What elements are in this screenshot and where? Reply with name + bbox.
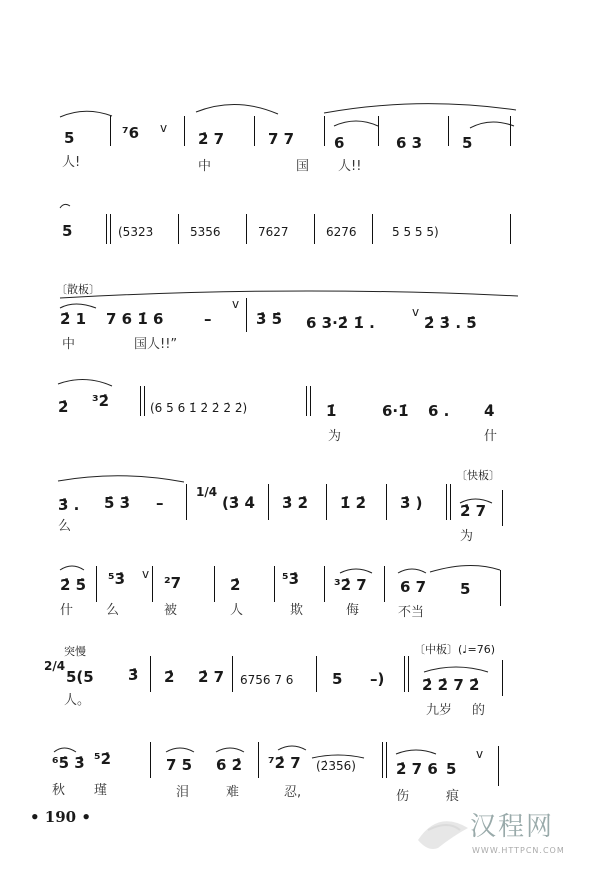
lyric: 人!!	[338, 159, 362, 174]
barline	[382, 742, 383, 778]
note: 5356	[190, 225, 221, 239]
note: 6 3·2̇ 1̇ .	[306, 314, 375, 332]
barline	[274, 566, 275, 602]
note: 3̇ )	[400, 494, 423, 512]
barline	[310, 386, 311, 416]
note: 7 6 1̇ 6	[106, 310, 164, 328]
note: 7 7	[268, 130, 295, 148]
barline	[106, 214, 107, 244]
tempo-marking: 突慢	[64, 645, 86, 658]
tempo-marking: 〔快板〕	[456, 469, 500, 482]
watermark-text: 汉程网	[470, 812, 555, 842]
time-signature: 2/4	[44, 659, 66, 673]
barline	[324, 566, 325, 602]
note: 2̇ 5̇	[60, 576, 87, 594]
lyric: 什	[484, 429, 498, 444]
note: –	[204, 310, 212, 328]
note: 3̇ 2̇	[282, 494, 309, 512]
lyric: 国人!!”	[134, 337, 178, 352]
note: ⁵2̇	[94, 750, 112, 768]
note: ³2̇ 7	[334, 576, 367, 594]
barline	[450, 484, 451, 520]
barline	[510, 116, 511, 146]
note: 5	[64, 129, 75, 147]
barline	[150, 656, 151, 692]
note: 6 3	[396, 134, 423, 152]
note: 1̇ 2̇	[340, 494, 367, 512]
lyric: 秋	[52, 783, 66, 798]
barline	[96, 566, 97, 602]
barline	[110, 214, 111, 244]
note: 5̇ 3̇	[104, 494, 131, 512]
lyric: 么	[58, 519, 72, 534]
lyric: 伤	[396, 789, 410, 804]
note: ⁷2̇ 7	[268, 754, 301, 772]
note: ²7	[164, 574, 182, 592]
note: 2̇	[230, 576, 241, 594]
breath-mark: v	[142, 567, 150, 581]
note: 6756 7 6	[240, 673, 294, 687]
lyric: 国	[296, 159, 310, 174]
note: 6 2̇	[216, 756, 243, 774]
lyric: 人。	[64, 693, 91, 708]
note: –	[156, 494, 164, 512]
barline	[110, 116, 111, 146]
note: 5	[460, 580, 471, 598]
note: 4̇	[484, 402, 495, 420]
barline	[306, 386, 307, 416]
breath-mark: v	[412, 305, 420, 319]
barline	[386, 484, 387, 520]
note: ⁶5̇ 3̇	[52, 754, 85, 772]
tempo-marking: 〔散板〕	[56, 283, 100, 296]
note: 6 .	[428, 402, 450, 420]
note: 5	[332, 670, 343, 688]
barline	[502, 490, 503, 526]
barline	[150, 742, 151, 778]
note: (6 5 6 1̇ 2̇ 2̇ 2̇ 2̇)	[150, 401, 248, 415]
barline	[326, 484, 327, 520]
barline	[448, 116, 449, 146]
note: (2̇356)	[316, 759, 356, 773]
note: ⁷6	[122, 124, 140, 142]
watermark-url: WWW.HTTPCN.COM	[472, 846, 565, 855]
lyric: 人	[230, 603, 244, 618]
barline	[268, 484, 269, 520]
note: 2̇ 7	[460, 502, 487, 520]
barline	[232, 656, 233, 692]
lyric: 什	[60, 603, 74, 618]
note: 2̇	[164, 668, 175, 686]
barline	[152, 566, 153, 602]
note: 3̇ 5̇	[256, 310, 283, 328]
barline	[324, 116, 325, 146]
lyric: 为	[460, 529, 474, 544]
lyric: 九岁	[426, 703, 453, 718]
lyric: 人!	[62, 155, 81, 170]
barline	[498, 746, 499, 786]
note: 2̇ 2̇ 7 2̇	[422, 676, 480, 694]
lyric: 中	[198, 159, 212, 174]
note: 7627	[258, 225, 289, 239]
lyric: 么	[106, 603, 120, 618]
note: 2̇ 7	[198, 668, 225, 686]
note: 3̇ .	[58, 496, 80, 514]
note: 2̇ 7 6	[396, 760, 438, 778]
note: ⁵3̇	[108, 570, 126, 588]
breath-mark: v	[232, 297, 240, 311]
lyric: 难	[226, 785, 240, 800]
barline	[386, 742, 387, 778]
note: 6276	[326, 225, 357, 239]
barline	[140, 386, 141, 416]
note: 5(5	[66, 668, 94, 686]
breath-mark: v	[476, 747, 484, 761]
note: (3̇ 4̇	[222, 494, 255, 512]
barline	[314, 214, 315, 244]
barline	[178, 214, 179, 244]
lyric: 痕	[446, 789, 460, 804]
barline	[404, 656, 405, 692]
note: 1̇	[326, 402, 337, 420]
note: ³2̇	[92, 392, 110, 410]
barline	[184, 116, 185, 146]
note: 6 7	[400, 578, 427, 596]
barline	[144, 386, 145, 416]
barline	[316, 656, 317, 692]
page-number: • 190 •	[30, 808, 91, 826]
barline	[254, 116, 255, 146]
time-signature: 1/4	[196, 485, 218, 499]
barline	[246, 214, 247, 244]
note: 6·1̇	[382, 402, 409, 420]
barline	[378, 116, 379, 146]
lyric: 泪	[176, 785, 190, 800]
note: 5 5 5 5)	[392, 225, 439, 239]
barline	[258, 742, 259, 778]
barline	[408, 656, 409, 692]
note: 5	[446, 760, 457, 778]
lyric: 不当	[398, 605, 425, 620]
note: ⁵3̇	[282, 570, 300, 588]
breath-mark: v	[160, 121, 168, 135]
lyric: 被	[164, 603, 178, 618]
note: 2̇	[58, 398, 69, 416]
tempo-marking: 〔中板〕(♩=76)	[414, 643, 495, 656]
barline	[446, 484, 447, 520]
barline	[372, 214, 373, 244]
note: (5323	[118, 225, 154, 239]
barline	[500, 570, 501, 606]
lyric: 瑾	[94, 783, 108, 798]
lyric: 的	[472, 703, 486, 718]
lyric: 欺	[290, 603, 304, 618]
barline	[246, 298, 247, 332]
barline	[214, 566, 215, 602]
note: 5	[462, 134, 473, 152]
note: 7 5	[166, 756, 193, 774]
note: 5	[62, 222, 73, 240]
lyric: 侮	[346, 603, 360, 618]
barline	[384, 566, 385, 602]
lyric: 为	[328, 429, 342, 444]
barline	[502, 660, 503, 696]
barline	[186, 484, 187, 520]
lyric: 中	[62, 337, 76, 352]
note: 2̇ 7	[198, 130, 225, 148]
barline	[510, 214, 511, 244]
note: 6	[334, 134, 345, 152]
note: 2̇ 1	[60, 310, 87, 328]
note: 3̇	[128, 666, 139, 684]
lyric: 忍,	[284, 785, 302, 800]
note: –)	[370, 670, 385, 688]
note: 2̇ 3̇ . 5̇	[424, 314, 477, 332]
